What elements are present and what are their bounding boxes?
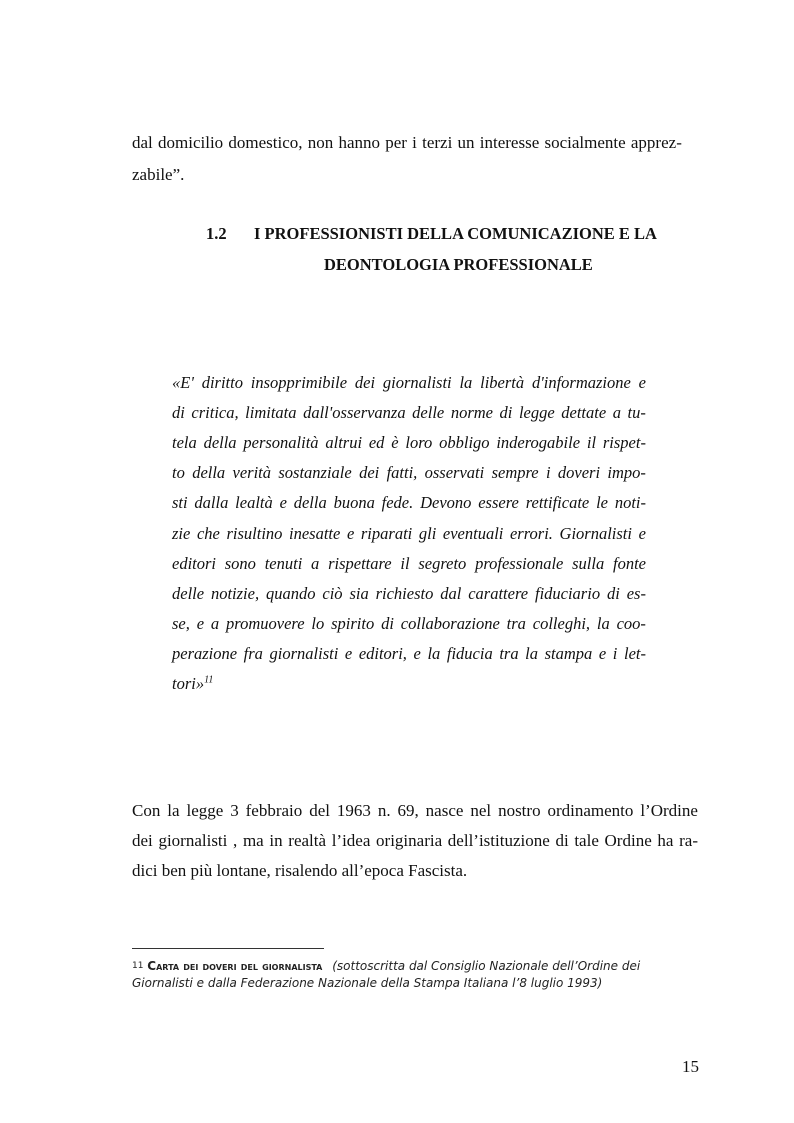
quote-line [172, 403, 646, 423]
word: la [525, 643, 539, 663]
word: , [233, 831, 238, 850]
word: a [311, 553, 320, 573]
word: fiducia [446, 643, 493, 663]
word: zie [172, 523, 191, 543]
footnote-number: 11 [132, 961, 144, 971]
word: e [638, 523, 646, 543]
word: colleghi, [532, 613, 591, 633]
word: i [612, 643, 618, 663]
word: non [307, 133, 334, 152]
word: dei [359, 463, 380, 483]
word: let- [623, 643, 646, 663]
word: la [427, 643, 441, 663]
word: tra [499, 643, 519, 663]
word: ciò [322, 583, 343, 603]
intro-line-1 [132, 133, 682, 153]
word: errori. [509, 523, 553, 543]
intro-line-2: zabile”. [132, 165, 185, 184]
quote-line [172, 554, 646, 574]
word: tra [506, 613, 526, 633]
word: sulla [572, 553, 605, 573]
word: tu- [627, 403, 646, 423]
word: sempre [491, 463, 539, 483]
word: e [346, 523, 355, 543]
word: nostro [498, 801, 541, 820]
word: obbligo [439, 433, 490, 453]
word: diritto [201, 373, 243, 392]
word: impo- [607, 463, 646, 483]
word: a [210, 613, 220, 633]
word: gli [418, 523, 437, 543]
word: professionale [475, 553, 564, 573]
word: sono [224, 553, 256, 573]
quote-line [172, 493, 646, 513]
word: nel [470, 801, 492, 820]
word: promuovere [226, 613, 305, 633]
footnote-line-1 [132, 959, 640, 973]
word: il [586, 433, 597, 453]
word: notizie, [210, 583, 260, 603]
word: ed [368, 433, 385, 453]
word: 3 [230, 801, 239, 820]
word: e [413, 643, 421, 663]
word: noti- [614, 493, 646, 513]
word: sia [349, 583, 369, 603]
word: ha [657, 831, 674, 850]
word: collaborazione [400, 613, 500, 633]
quote-line [172, 644, 646, 664]
word: Ordine [604, 831, 652, 850]
word: la [596, 613, 610, 633]
word: ma [242, 831, 264, 850]
word: riparati [360, 523, 413, 543]
word: e [196, 613, 205, 633]
word: dei [354, 373, 376, 392]
word: l’idea [331, 831, 371, 850]
word: tale [574, 831, 599, 850]
word: es- [626, 583, 646, 603]
word: realtà [288, 831, 327, 850]
word: originaria [376, 831, 443, 850]
word: rispettare [328, 553, 392, 573]
word: sti [172, 493, 188, 513]
word: tenuti [264, 553, 303, 573]
word: essere [478, 493, 519, 513]
word: e [638, 373, 646, 392]
quote-line [172, 614, 646, 634]
quote-line [172, 373, 646, 393]
quote-line [172, 584, 646, 604]
word: il [400, 553, 410, 573]
word: lo [311, 613, 325, 633]
word: buona [333, 493, 375, 513]
word: delle [412, 403, 445, 423]
word: fra [243, 643, 263, 663]
footnote-line-1-rest: (sottoscritta dal Consiglio Nazionale dell’Ordine dei [332, 959, 641, 973]
word: e [279, 493, 287, 513]
word: tela [172, 433, 197, 453]
section-title-line-1: I PROFESSIONISTI DELLA COMUNICAZIONE E LA [254, 224, 657, 243]
word: «E' [172, 373, 194, 392]
word: del [309, 801, 330, 820]
word: dell’istituzione [447, 831, 550, 850]
word: rispet- [602, 433, 646, 453]
word: Giornalisti [559, 523, 632, 543]
word: a [612, 403, 621, 423]
word: giornalisti [382, 373, 452, 392]
word: nasce [425, 801, 464, 820]
word: limitata [245, 403, 297, 423]
word: loro [405, 433, 433, 453]
word: ordinamento [547, 801, 634, 820]
word: osservati [424, 463, 485, 483]
word: eventuali [442, 523, 504, 543]
word: 1963 [336, 801, 371, 820]
word: è [391, 433, 399, 453]
word: spirito [331, 613, 375, 633]
quote-line [172, 433, 646, 453]
quote-line [172, 524, 646, 544]
word: editori [172, 553, 216, 573]
word: l’Ordine [640, 801, 698, 820]
word: che [196, 523, 220, 543]
word: segreto [418, 553, 467, 573]
footnote-line-2: Giornalisti e dalla Federazione Nazionale della Stampa Italiana l’8 luglio 1993) [132, 976, 603, 990]
word: dal [132, 133, 153, 152]
word: domestico, [228, 133, 303, 152]
word: legge [518, 403, 555, 423]
word: personalità [243, 433, 319, 453]
word: delle [172, 583, 205, 603]
word: in [269, 831, 283, 850]
word: legge [186, 801, 224, 820]
word: dall'osservanza [303, 403, 406, 423]
word: i [545, 463, 551, 483]
word: coo- [616, 613, 646, 633]
word: critica, [191, 403, 239, 423]
word: editori, [358, 643, 407, 663]
word: dal [440, 583, 462, 603]
body-last-line: dici ben più lontane, risalendo all’epoca Fascista. [132, 861, 468, 880]
word: Con [132, 801, 161, 820]
word: quando [265, 583, 316, 603]
word: hanno [338, 133, 381, 152]
word: dei [132, 831, 153, 850]
body-line [132, 801, 698, 821]
word: doveri [557, 463, 601, 483]
word: se, [172, 613, 190, 633]
word: della [192, 463, 226, 483]
word: i [412, 133, 417, 152]
word: n. [377, 801, 391, 820]
word: giornalisti [158, 831, 228, 850]
word: inesatte [289, 523, 341, 543]
quote-last-text: tori» [172, 674, 205, 693]
word: fatti, [386, 463, 418, 483]
word: giornalisti [269, 643, 339, 663]
word: sostanziale [278, 463, 352, 483]
word: ra- [679, 831, 698, 850]
word: un [457, 133, 475, 152]
word: perazione [172, 643, 238, 663]
word: terzi [422, 133, 453, 152]
word: risultino [226, 523, 283, 543]
footnote-separator [132, 948, 324, 949]
word: apprez- [630, 133, 682, 152]
word: altrui [325, 433, 363, 453]
word: fonte [613, 553, 646, 573]
section-number: 1.2 [206, 224, 227, 243]
word: la [459, 373, 473, 392]
word: 69, [397, 801, 419, 820]
word: dalla [194, 493, 229, 513]
word: e [598, 643, 607, 663]
word: Devono [420, 493, 472, 513]
word: insopprimibile [250, 373, 348, 392]
word: norme [450, 403, 493, 423]
word: per [385, 133, 407, 152]
word: di [381, 613, 394, 633]
footnote-source-title: Carta dei doveri del giornalista [147, 959, 323, 973]
word: interesse [479, 133, 540, 152]
section-title-line-2: DEONTOLOGIA PROFESSIONALE [324, 255, 593, 274]
word: verità [232, 463, 272, 483]
quote-last-line [172, 674, 213, 694]
word: di [606, 583, 620, 603]
word: libertà [480, 373, 525, 392]
word: della [293, 493, 327, 513]
word: to [172, 463, 185, 483]
word: febbraio [245, 801, 303, 820]
word: e [344, 643, 353, 663]
word: carattere [468, 583, 529, 603]
page-number: 15 [682, 1057, 699, 1076]
word: fede. [381, 493, 414, 513]
word: la [167, 801, 180, 820]
word: di [555, 831, 569, 850]
quote-line [172, 463, 646, 483]
word: inderogabile [496, 433, 581, 453]
footnote-reference: 11 [204, 674, 214, 686]
word: di [172, 403, 185, 423]
body-line [132, 831, 698, 851]
word: stampa [544, 643, 593, 663]
word: le [596, 493, 608, 513]
word: d'informazione [531, 373, 631, 392]
word: lealtà [235, 493, 273, 513]
word: richiesto [375, 583, 434, 603]
word: dettate [561, 403, 607, 423]
word: fiduciario [534, 583, 601, 603]
word: domicilio [158, 133, 224, 152]
word: socialmente [544, 133, 626, 152]
word: della [203, 433, 237, 453]
word: rettificate [525, 493, 590, 513]
word: di [499, 403, 513, 423]
